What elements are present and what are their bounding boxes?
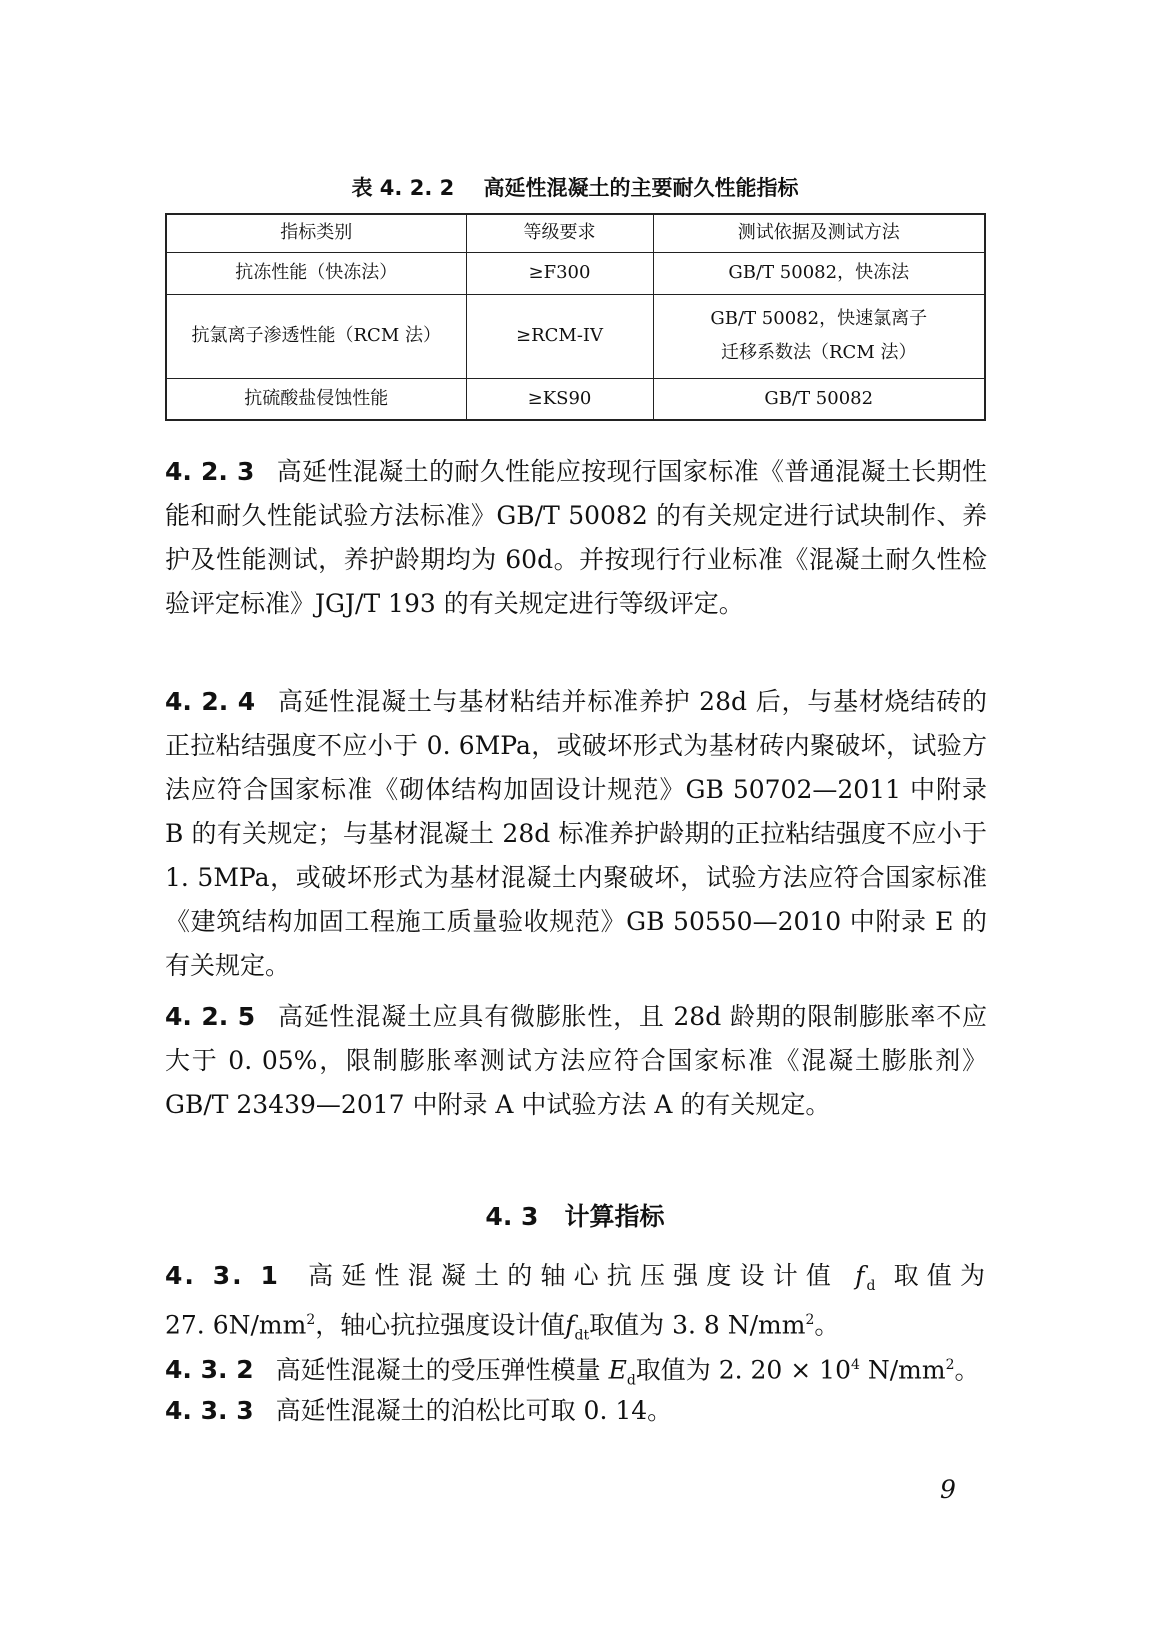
symbol-fd: f [855,1261,867,1290]
cell-method [653,294,985,378]
clause-text: ，轴心抗拉强度设计值 [315,1310,566,1340]
clause-number: 4. 2. 3 [165,457,255,486]
section-heading: 计算指标 [564,1202,665,1231]
clause-number: 4. 3. 1 [165,1261,280,1290]
clause-text: 取值为 2. 20 × 10 [635,1355,851,1385]
header-category: 指标类别 [166,214,466,252]
table-row [166,294,985,378]
cell-method-line1: GB/T 50082，快速氯离子 [710,308,928,329]
table-caption-title: 高延性混凝土的主要耐久性能指标 [483,176,799,200]
unit-exponent: 2 [306,1312,316,1328]
clause-text: 高延性混凝土的耐久性能应按现行国家标准《普通混凝土长期性能和耐久性能试验方法标准》GB/T 50082 的有关规定进行试块制作、养护及性能测试，养护龄期均为 60d。并按现行行业标准《混凝土耐久性检验评定标准》JGJ/T 193 的有关规定进行等级评定。 [165,457,987,618]
power-exponent: 4 [851,1357,860,1373]
symbol-fd-subscript: d [866,1278,878,1294]
cell-method: GB/T 50082，快冻法 [653,252,985,294]
symbol-fdt-subscript: dt [574,1327,590,1344]
symbol-fdt: f [565,1310,575,1340]
durability-table [165,213,986,421]
cell-grade: ≥RCM-IV [466,294,653,378]
clause-text: 高延性混凝土的受压弹性模量 [275,1355,601,1385]
cell-method-line2: 迁移系数法（RCM 法） [721,342,917,363]
clause-number: 4. 2. 5 [165,1002,256,1031]
clause-text: N/mm [859,1355,946,1385]
clause-number: 4. 3. 3 [165,1396,254,1425]
cell-grade: ≥F300 [466,252,653,294]
table-caption-number: 表 4. 2. 2 [351,176,455,200]
symbol-Ed: E [608,1355,627,1385]
clause-number: 4. 3. 2 [165,1355,254,1385]
cell-category: 抗冻性能（快冻法） [166,252,466,294]
cell-category: 抗硫酸盐侵蚀性能 [166,378,466,420]
unit-exponent: 2 [945,1357,955,1373]
clause-text: 取值为 [893,1261,987,1290]
cell-grade: ≥KS90 [466,378,653,420]
clause-4-2-5 [165,995,987,1127]
section-title [0,1197,1150,1233]
header-method: 测试依据及测试方法 [653,214,985,252]
cell-method: GB/T 50082 [653,378,985,420]
clause-4-2-4 [165,680,987,988]
clause-text: 高延性混凝土应具有微膨胀性，且 28d 龄期的限制膨胀率不应大于 0. 05%，限制膨胀率测试方法应符合国家标准《混凝土膨胀剂》GB/T 23439—2017 中附录 A 中试验方法 A 的有关规定。 [165,1002,987,1119]
symbol-Ed-subscript: d [626,1372,636,1389]
clause-text: 高延性混凝土的泊松比可取 0. 14。 [275,1396,673,1425]
clause-number: 4. 2. 4 [165,687,256,716]
clause-text: 高延性混凝土的轴心抗压强度设计值 [301,1261,840,1290]
table-header-row [166,214,985,252]
clause-4-2-3 [165,450,987,626]
clause-text: 27. 6N/mm [165,1310,307,1340]
header-grade: 等级要求 [466,214,653,252]
table-row [166,252,985,294]
cell-category: 抗氯离子渗透性能（RCM 法） [166,294,466,378]
table-row [166,378,985,420]
clause-text: 取值为 3. 8 N/mm [589,1310,806,1340]
clause-text: 高延性混凝土与基材粘结并标准养护 28d 后，与基材烧结砖的正拉粘结强度不应小于 0. 6MPa，或破坏形式为基材砖内聚破坏，试验方法应符合国家标准《砌体结构加固设计规范》GB 50702—2011 中附录 B 的有关规定；与基材混凝土 28d 标准养护龄期的正拉粘结强度不应小于 1. 5MPa，或破坏形式为基材混凝土内聚破坏，试验方法应符合国家标准《建筑结构加固工程施工质量验收规范》GB 50550—2010 中附录 E 的有关规定。 [165,687,987,980]
page-number: 9 [940,1475,956,1504]
table-caption [0,172,1150,202]
unit-exponent: 2 [805,1312,815,1328]
clause-text: 。 [814,1310,840,1340]
clause-text: 。 [954,1355,980,1385]
clause-4-3-3 [165,1389,987,1433]
section-number: 4. 3 [485,1202,539,1231]
